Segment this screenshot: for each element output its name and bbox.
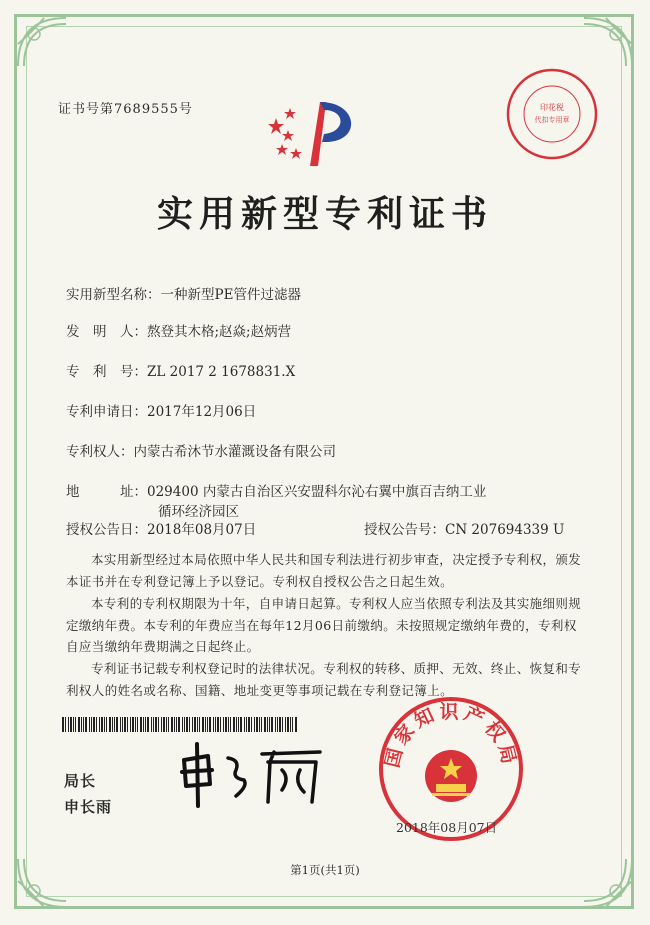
barcode-bar (101, 717, 103, 732)
barcode-bar (112, 717, 113, 732)
barcode-bar (189, 717, 190, 732)
inventor-field (66, 320, 291, 340)
barcode-bar (81, 717, 82, 732)
barcode-bar (233, 717, 235, 732)
barcode-bar (267, 717, 268, 732)
barcode-bar (114, 717, 115, 732)
barcode-bar (256, 717, 258, 732)
barcode-bar (236, 717, 237, 732)
patentee-value: 内蒙古希沐节水灌溉设备有限公司 (133, 444, 336, 460)
barcode-bar (78, 717, 80, 732)
barcode-bar (145, 717, 146, 732)
barcode-bar (171, 717, 173, 732)
barcode-bar (282, 717, 283, 732)
barcode-bar (116, 717, 118, 732)
barcode-bar (151, 717, 152, 732)
barcode-bar (290, 717, 291, 732)
barcode-bar (73, 717, 74, 732)
barcode-bar (244, 717, 245, 732)
seal-date: 2018年08月07日 (396, 820, 498, 835)
barcode-bar (62, 717, 64, 732)
barcode-bar (279, 717, 281, 732)
grant-date-field (66, 518, 256, 538)
barcode-bar (277, 717, 278, 732)
address-line-1: 029400 内蒙古自治区兴安盟科尔沁右翼中旗百吉纳工业 (147, 484, 487, 500)
barcode-bar (109, 717, 111, 732)
barcode-bar (192, 717, 193, 732)
certificate-title: 实用新型专利证书 (156, 193, 493, 235)
barcode-bar (158, 717, 159, 732)
barcode-bar (205, 717, 206, 732)
barcode-bar (140, 717, 142, 732)
barcode-bar (68, 717, 69, 732)
page-footer: 第1页(共1页) (290, 863, 360, 877)
barcode-bar (217, 717, 219, 732)
certificate-number: 证书号第7689555号 (58, 102, 193, 117)
svg-text:印花税: 印花税 (540, 103, 564, 112)
barcode-bar (166, 717, 167, 732)
barcode-bar (223, 717, 224, 732)
barcode-bar (130, 717, 131, 732)
barcode-bar (287, 717, 289, 732)
name-value: 一种新型PE管件过滤器 (160, 287, 301, 303)
barcode-bar (96, 717, 97, 732)
barcode-bar (215, 717, 216, 732)
grant-date-label: 授权公告日： (66, 522, 147, 538)
barcode-bar (106, 717, 107, 732)
barcode-bar (197, 717, 198, 732)
barcode-bar (246, 717, 247, 732)
barcode-bar (147, 717, 149, 732)
barcode-bar (143, 717, 144, 732)
barcode-bar (292, 717, 293, 732)
barcode-bar (70, 717, 72, 732)
barcode-bar (178, 717, 180, 732)
barcode (62, 717, 298, 732)
barcode-bar (89, 717, 90, 732)
barcode-bar (295, 717, 297, 732)
patent-number-field (66, 360, 295, 380)
inventor-value: 熬登其木格;赵焱;赵炳营 (147, 324, 292, 340)
barcode-bar (161, 717, 162, 732)
barcode-bar (220, 717, 221, 732)
grant-number-label: 授权公告号： (364, 522, 445, 538)
barcode-bar (182, 717, 183, 732)
patent-number-label: 专 利 号： (66, 364, 147, 380)
barcode-bar (153, 717, 154, 732)
grant-number-field (364, 518, 564, 538)
barcode-bar (209, 717, 211, 732)
barcode-bar (163, 717, 165, 732)
patent-number-value: ZL 2017 2 1678831.X (147, 364, 296, 380)
barcode-bar (65, 717, 66, 732)
barcode-bar (251, 717, 252, 732)
barcode-bar (99, 717, 100, 732)
barcode-bar (254, 717, 255, 732)
barcode-bar (104, 717, 105, 732)
name-field (66, 283, 301, 303)
barcode-bar (248, 717, 250, 732)
barcode-bar (132, 717, 134, 732)
barcode-bar (269, 717, 270, 732)
barcode-bar (168, 717, 169, 732)
barcode-bar (124, 717, 126, 732)
inventor-label: 发 明 人： (66, 324, 147, 340)
barcode-bar (199, 717, 200, 732)
seal-text: 国家知识产权局 (381, 700, 521, 770)
barcode-bar (122, 717, 123, 732)
patentee-field (66, 440, 336, 460)
barcode-bar (275, 717, 276, 732)
barcode-bar (137, 717, 138, 732)
filing-date-label: 专利申请日： (66, 404, 147, 420)
filing-date-value: 2017年12月06日 (147, 404, 257, 420)
address-label: 地 址： (66, 484, 147, 500)
address-line-2: 循环经济园区 (158, 504, 239, 520)
barcode-bar (120, 717, 121, 732)
barcode-bar (264, 717, 266, 732)
barcode-bar (184, 717, 185, 732)
director-name: 申长雨 (64, 798, 113, 816)
barcode-bar (259, 717, 260, 732)
agency-tax-stamp (504, 66, 600, 162)
barcode-bar (155, 717, 157, 732)
corner-ornament (14, 14, 70, 70)
barcode-bar (261, 717, 262, 732)
barcode-bar (228, 717, 229, 732)
barcode-bar (91, 717, 92, 732)
barcode-bar (127, 717, 128, 732)
barcode-bar (93, 717, 95, 732)
paragraph-3: 专利证书记载专利权登记时的法律状况。专利权的转移、质押、无效、终止、恢复和专利权人的姓名或名称、国籍、地址变更等事项记载在专利登记簿上。 (66, 661, 582, 698)
barcode-bar (83, 717, 84, 732)
barcode-bar (271, 717, 273, 732)
corner-ornament (580, 14, 636, 70)
paragraph-1: 本实用新型经过本局依照中华人民共和国专利法进行初步审查，决定授予专利权，颁发本证书并在专利登记簿上予以登记。专利权自授权公告之日起生效。 (66, 552, 582, 589)
patentee-label: 专利权人： (66, 444, 134, 460)
barcode-bar (207, 717, 208, 732)
handwritten-signature (178, 740, 328, 810)
barcode-bar (176, 717, 177, 732)
address-field (66, 480, 486, 500)
barcode-bar (194, 717, 196, 732)
director-title: 局长 (64, 772, 97, 790)
grant-number-value: CN 207694339 U (445, 522, 565, 538)
grant-date-value: 2018年08月07日 (147, 522, 257, 538)
barcode-bar (285, 717, 286, 732)
barcode-bar (202, 717, 204, 732)
name-label: 实用新型名称： (66, 287, 161, 303)
paragraph-2: 本专利的专利权期限为十年，自申请日起算。专利权人应当依照专利法及其实施细则规定缴纳年费。本专利的年费应当在每年12月06日前缴纳。未按照规定缴纳年费的，专利权自应当缴纳年费期满之日起终止。 (66, 596, 582, 654)
barcode-bar (174, 717, 175, 732)
filing-date-field (66, 400, 256, 420)
barcode-bar (186, 717, 188, 732)
barcode-bar (240, 717, 242, 732)
barcode-bar (213, 717, 214, 732)
barcode-bar (135, 717, 136, 732)
patent-office-emblem-icon (262, 96, 372, 176)
barcode-bar (85, 717, 87, 732)
barcode-bar (230, 717, 231, 732)
barcode-bar (238, 717, 239, 732)
svg-text:代扣专用章: 代扣专用章 (534, 116, 570, 124)
barcode-bar (75, 717, 76, 732)
barcode-bar (225, 717, 227, 732)
